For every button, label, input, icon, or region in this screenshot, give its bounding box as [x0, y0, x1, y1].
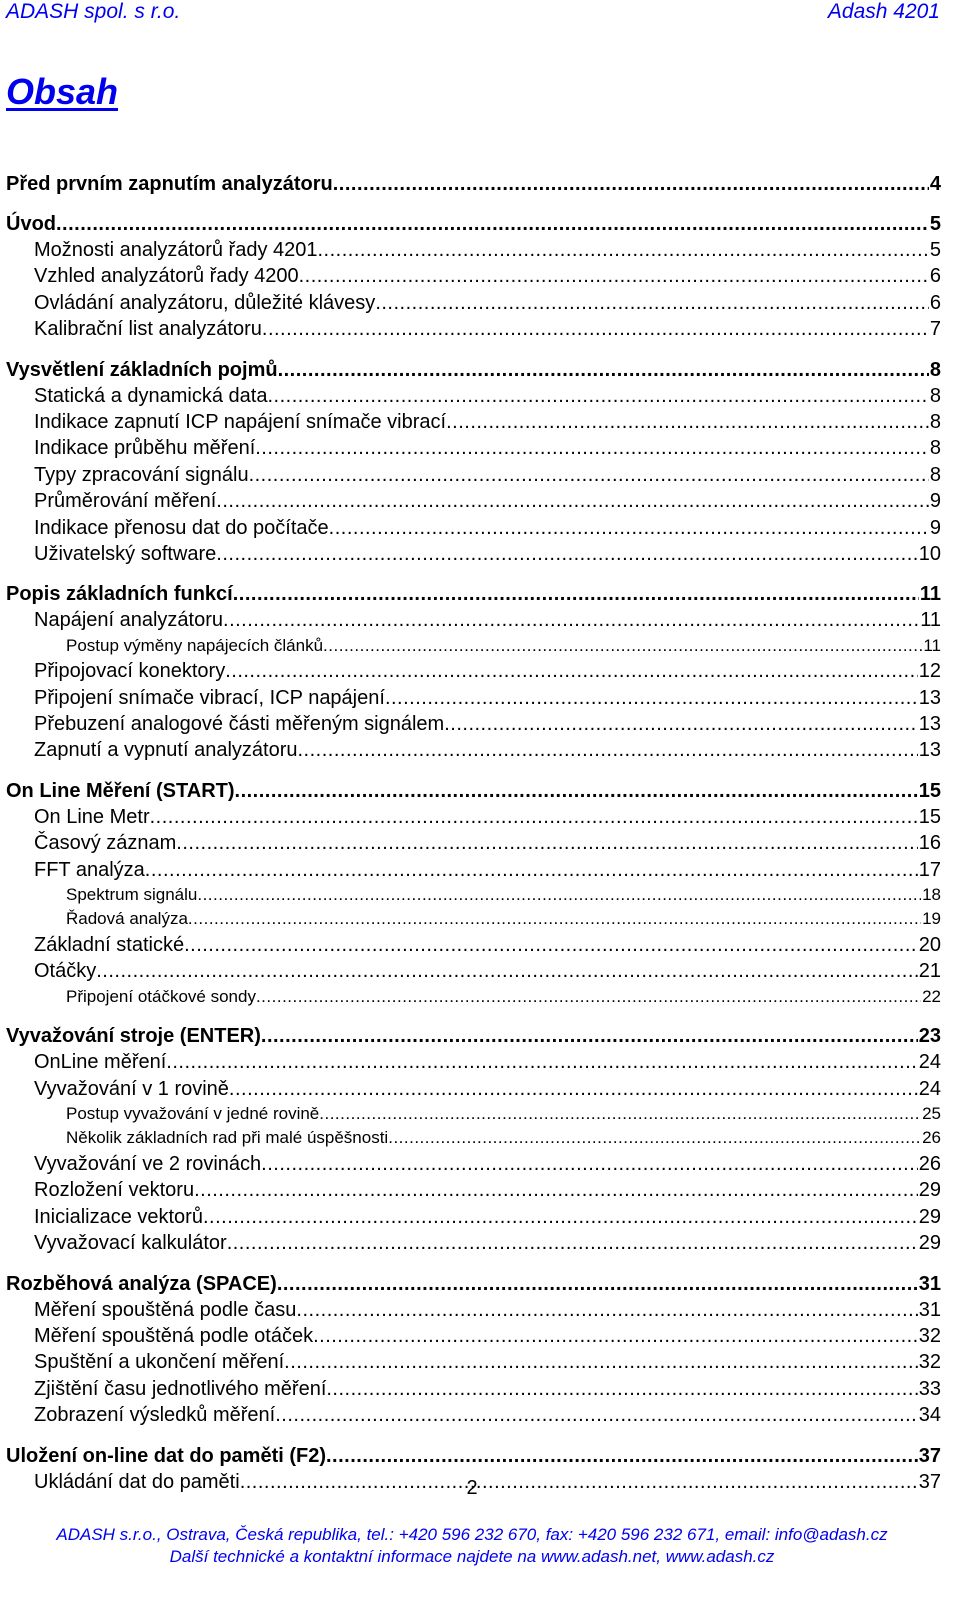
toc-entry-title: Zapnutí a vypnutí analyzátoru	[34, 739, 298, 762]
toc-entry[interactable]	[6, 1230, 941, 1256]
toc-dot-leader	[176, 830, 917, 856]
toc-entry-title: Postup výměny napájecích článků	[66, 635, 324, 655]
toc-entry-title: Připojovací konektory	[34, 660, 226, 683]
toc-entry[interactable]	[6, 541, 941, 567]
toc-entry[interactable]	[6, 958, 941, 984]
toc-dot-leader	[326, 1443, 918, 1469]
toc-dot-leader	[388, 1126, 921, 1150]
toc-entry[interactable]	[6, 907, 941, 932]
toc-entry-title: Připojení snímače vibrací, ICP napájení	[34, 686, 385, 709]
toc-dot-leader	[225, 658, 918, 684]
toc-entry-page: 6	[929, 291, 941, 314]
toc-entry-title: Řadová analýza	[66, 909, 188, 929]
toc-entry-title: OnLine měření	[34, 1051, 167, 1074]
toc-dot-leader	[299, 263, 929, 289]
toc-dot-leader	[275, 1402, 918, 1428]
toc-entry-title: Několik základních rad při malé úspěšnosti	[66, 1128, 389, 1148]
toc-dot-leader	[326, 1376, 917, 1402]
toc-dot-leader	[313, 1323, 918, 1349]
toc-entry-title: Vzhled analyzátorů řady 4200	[34, 265, 299, 288]
toc-entry-page: 29	[918, 1232, 941, 1255]
toc-dot-leader	[261, 1023, 918, 1049]
toc-entry[interactable]	[6, 607, 941, 633]
toc-dot-leader	[233, 581, 919, 607]
toc-dot-leader	[261, 1151, 918, 1177]
toc-entry[interactable]	[6, 211, 941, 237]
toc-dot-leader	[184, 932, 918, 958]
toc-dot-leader	[318, 237, 929, 263]
toc-entry[interactable]	[6, 778, 941, 804]
toc-entry-title: Vyvažování stroje (ENTER)	[6, 1025, 261, 1048]
toc-entry-page: 33	[918, 1377, 941, 1400]
toc-entry[interactable]	[6, 1177, 941, 1203]
toc-entry-title: Měření spouštěná podle času	[34, 1298, 297, 1321]
toc-dot-leader	[166, 1049, 917, 1075]
toc-entry-title: Rozběhová analýza (SPACE)	[6, 1272, 277, 1295]
toc-entry-title: FFT analýza	[34, 858, 145, 881]
toc-entry-page: 4	[929, 173, 941, 195]
toc-entry-title: Úvod	[6, 213, 56, 235]
toc-dot-leader	[56, 211, 929, 237]
toc-entry[interactable]	[6, 857, 941, 883]
toc-entry[interactable]	[6, 1023, 941, 1049]
toc-entry-page: 37	[918, 1470, 941, 1493]
toc-entry-title: Ukládání dat do paměti	[34, 1470, 240, 1493]
toc-entry-title: Základní statické	[34, 933, 185, 956]
toc-entry-title: Vysvětlení základních pojmů	[6, 358, 278, 381]
toc-entry[interactable]	[6, 1271, 941, 1297]
toc-entry[interactable]	[6, 634, 941, 659]
toc-dot-leader	[319, 1102, 921, 1126]
toc-entry-page: 37	[918, 1444, 941, 1467]
toc-entry-page: 19	[922, 909, 941, 929]
toc-entry-page: 9	[929, 516, 941, 539]
toc-entry-title: Vyvažování v 1 rovině	[34, 1077, 229, 1100]
toc-dot-leader	[284, 1349, 918, 1375]
toc-entry[interactable]	[6, 685, 941, 711]
toc-entry[interactable]	[6, 1126, 941, 1151]
toc-entry-page: 32	[918, 1351, 941, 1374]
toc-dot-leader	[296, 1297, 917, 1323]
toc-entry-page: 32	[918, 1324, 941, 1347]
toc-dot-leader	[277, 1271, 918, 1297]
toc-dot-leader	[235, 778, 918, 804]
toc-entry[interactable]	[6, 409, 941, 435]
toc-entry-title: Měření spouštěná podle otáček	[34, 1324, 314, 1347]
toc-entry-title: Indikace přenosu dat do počítače	[34, 516, 329, 539]
toc-dot-leader	[96, 958, 918, 984]
toc-entry[interactable]	[6, 1376, 941, 1402]
toc-entry-page: 17	[918, 858, 941, 881]
toc-dot-leader	[262, 316, 929, 342]
toc-entry-page: 29	[918, 1205, 941, 1228]
toc-entry-title: Zjištění času jednotlivého měření	[34, 1377, 327, 1400]
toc-entry-title: Uložení on-line dat do paměti (F2)	[6, 1444, 326, 1467]
toc-entry[interactable]	[6, 1323, 941, 1349]
toc-dot-leader	[385, 685, 918, 711]
toc-dot-leader	[194, 1177, 918, 1203]
page-title: Obsah	[6, 71, 119, 112]
toc-entry[interactable]	[6, 1102, 941, 1127]
toc-dot-leader	[227, 1230, 918, 1256]
toc-dot-leader	[329, 515, 929, 541]
toc-entry-page: 9	[929, 490, 941, 513]
toc-dot-leader	[446, 409, 929, 435]
toc-entry[interactable]	[6, 1349, 941, 1375]
toc-entry[interactable]	[6, 830, 941, 856]
table-of-contents	[6, 171, 941, 1495]
toc-entry-page: 10	[918, 542, 941, 565]
toc-entry-page: 16	[918, 832, 941, 855]
toc-dot-leader	[323, 634, 922, 658]
toc-entry-page: 26	[918, 1152, 941, 1175]
toc-entry-title: Ovládání analyzátoru, důležité klávesy	[34, 291, 376, 314]
toc-entry[interactable]	[6, 1443, 941, 1469]
toc-entry-page: 34	[918, 1404, 941, 1427]
toc-entry-page: 15	[918, 779, 941, 802]
toc-entry-title: Indikace průběhu měření	[34, 437, 256, 460]
toc-entry[interactable]	[6, 357, 941, 383]
toc-dot-leader	[375, 290, 929, 316]
footer-info: Další technické a kontaktní informace najdete na www.adash.net, www.adash.cz	[169, 1547, 775, 1566]
toc-entry-page: 13	[918, 686, 941, 709]
toc-entry[interactable]	[6, 1297, 941, 1323]
toc-entry-page: 6	[929, 265, 941, 288]
toc-dot-leader	[216, 488, 929, 514]
toc-entry-page: 13	[918, 712, 941, 735]
toc-entry[interactable]	[6, 462, 941, 488]
toc-entry-page: 29	[918, 1179, 941, 1202]
toc-dot-leader	[223, 607, 919, 633]
toc-dot-leader	[188, 907, 921, 931]
toc-entry-title: Vyvažovací kalkulátor	[34, 1232, 227, 1255]
toc-dot-leader	[203, 1204, 918, 1230]
toc-entry[interactable]	[6, 316, 941, 342]
toc-dot-leader	[444, 711, 918, 737]
toc-entry[interactable]	[6, 171, 941, 197]
toc-entry-page: 15	[918, 805, 941, 828]
toc-entry-title: Rozložení vektoru	[34, 1179, 195, 1202]
toc-entry-title: Postup vyvažování v jedné rovině	[66, 1103, 320, 1123]
toc-entry-title: On Line Měření (START)	[6, 779, 235, 802]
toc-entry[interactable]	[6, 1204, 941, 1230]
toc-entry-page: 20	[918, 933, 941, 956]
toc-entry-title: Inicializace vektorů	[34, 1205, 203, 1228]
toc-entry-page: 21	[918, 960, 941, 983]
toc-entry[interactable]	[6, 515, 941, 541]
toc-entry-page: 11	[919, 583, 941, 606]
toc-dot-leader	[216, 541, 917, 567]
toc-entry-page: 18	[922, 884, 941, 904]
toc-entry-page: 8	[929, 410, 941, 433]
toc-entry-title: Popis základních funkcí	[6, 583, 233, 606]
toc-entry[interactable]	[6, 1076, 941, 1102]
toc-entry-title: Otáčky	[34, 960, 97, 983]
toc-dot-leader	[267, 383, 928, 409]
toc-entry-title: Připojení otáčkové sondy	[66, 986, 256, 1006]
page-header	[6, 0, 940, 24]
toc-entry-title: Napájení analyzátoru	[34, 609, 224, 632]
toc-dot-leader	[197, 883, 921, 907]
toc-entry-page: 11	[920, 609, 941, 632]
toc-entry-title: Před prvním zapnutím analyzátoru	[6, 173, 333, 195]
toc-dot-leader	[150, 804, 918, 830]
toc-entry-title: Spuštění a ukončení měření	[34, 1351, 285, 1374]
toc-entry-title: Indikace zapnutí ICP napájení snímače vibrací	[34, 410, 447, 433]
toc-entry-title: Vyvažování ve 2 rovinách	[34, 1152, 262, 1175]
toc-dot-leader	[333, 171, 929, 197]
toc-entry[interactable]	[6, 488, 941, 514]
toc-entry-page: 24	[918, 1051, 941, 1074]
toc-entry[interactable]	[6, 932, 941, 958]
toc-entry-title: Přebuzení analogové části měřeným signálem	[34, 712, 445, 735]
toc-entry-page: 5	[929, 239, 941, 261]
toc-entry-page: 7	[929, 318, 941, 341]
toc-dot-leader	[298, 737, 918, 763]
toc-entry[interactable]	[6, 263, 941, 289]
toc-entry[interactable]	[6, 1151, 941, 1177]
toc-entry-page: 11	[923, 635, 941, 655]
toc-entry-page: 23	[918, 1025, 941, 1048]
toc-entry-page: 31	[918, 1272, 941, 1295]
toc-entry-title: Spektrum signálu	[66, 884, 198, 904]
footer-contact: ADASH s.r.o., Ostrava, Česká republika, tel.: +420 596 232 670, fax: +420 596 232 671, email: info@adash.cz	[56, 1525, 888, 1544]
toc-entry[interactable]	[6, 737, 941, 763]
toc-dot-leader	[255, 435, 929, 461]
toc-entry-title: On Line Metr	[34, 805, 150, 828]
toc-dot-leader	[249, 462, 929, 488]
toc-dot-leader	[229, 1076, 918, 1102]
header-product: Adash 4201	[827, 0, 940, 23]
toc-entry-title: Typy zpracování signálu	[34, 463, 249, 486]
toc-dot-leader	[256, 985, 921, 1009]
toc-entry-page: 8	[929, 358, 941, 381]
toc-entry-title: Možnosti analyzátorů řady 4201	[34, 239, 318, 261]
toc-entry[interactable]	[6, 290, 941, 316]
toc-entry[interactable]	[6, 658, 941, 684]
toc-entry-page: 31	[918, 1298, 941, 1321]
toc-entry-page: 25	[922, 1103, 941, 1123]
toc-entry-title: Statická a dynamická data	[34, 384, 268, 407]
toc-entry-page: 26	[922, 1128, 941, 1148]
toc-entry[interactable]	[6, 711, 941, 737]
toc-entry-title: Kalibrační list analyzátoru	[34, 318, 262, 341]
toc-entry-title: Uživatelský software	[34, 542, 217, 565]
toc-entry-page: 8	[929, 463, 941, 486]
page-number: 2	[466, 1477, 478, 1499]
header-company: ADASH spol. s r.o.	[6, 0, 181, 23]
toc-entry-page: 13	[918, 739, 941, 762]
toc-entry[interactable]	[6, 985, 941, 1010]
toc-entry[interactable]	[6, 804, 941, 830]
toc-entry-title: Zobrazení výsledků měření	[34, 1404, 276, 1427]
toc-entry[interactable]	[6, 1402, 941, 1428]
toc-entry[interactable]	[6, 383, 941, 409]
toc-dot-leader	[278, 357, 929, 383]
toc-entry-page: 24	[918, 1077, 941, 1100]
toc-entry-page: 8	[929, 437, 941, 460]
toc-entry-title: Průměrování měření	[34, 490, 217, 513]
toc-entry[interactable]	[6, 1049, 941, 1075]
toc-entry[interactable]	[6, 883, 941, 908]
toc-dot-leader	[145, 857, 918, 883]
toc-entry-title: Časový záznam	[34, 832, 177, 855]
toc-entry[interactable]	[6, 435, 941, 461]
toc-entry[interactable]	[6, 237, 941, 263]
toc-entry-page: 5	[929, 213, 941, 235]
toc-entry-page: 8	[929, 384, 941, 407]
toc-entry[interactable]	[6, 581, 941, 607]
toc-entry-page: 22	[922, 986, 941, 1006]
toc-entry-page: 12	[918, 660, 941, 683]
